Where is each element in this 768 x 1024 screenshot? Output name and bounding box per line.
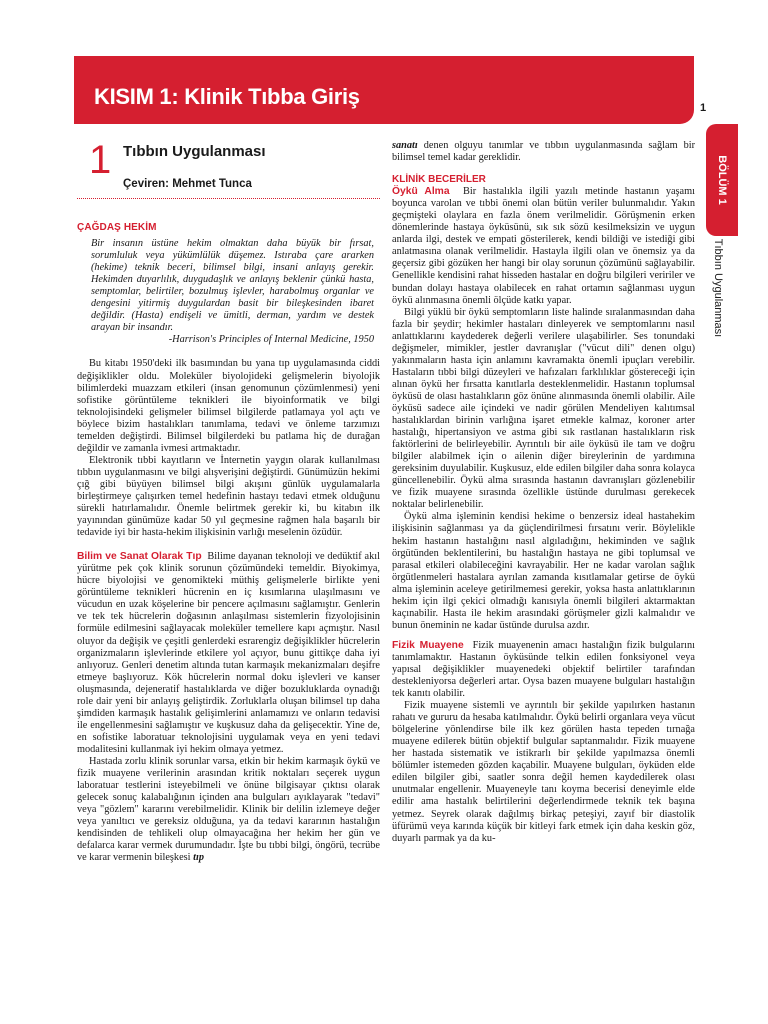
part-banner [74, 56, 694, 124]
part-title: KISIM 1: Klinik Tıbba Giriş [94, 84, 360, 109]
section-heading-clinical-skills: KLİNİK BECERİLER [392, 174, 486, 186]
epigraph-citation: -Harrison's Principles of Internal Medicine, 1950 [168, 334, 374, 346]
runin-heading-physical-exam: Fizik Muayene [392, 639, 464, 651]
chapter-tab-label: BÖLÜM 1 [716, 155, 728, 205]
body-paragraph [77, 756, 380, 864]
paragraph-text: Fizik muayenenin amacı hastalığın fizik bulgularını tanımlamaktır. Hastanın öyküsünde telkin edilen fonksiyonel veya yapısal değişiklikler muayenedeki objektif belirtiler tarafından destekleniyorsa değerleri artar. Oysa bazen muayene bulguları hastalığın tek kanıtı olabilir. [392, 639, 695, 700]
emphasis-text: tıp [193, 852, 204, 864]
chapter-title: Tıbbın Uygulanması [123, 143, 266, 160]
runin-heading-history-taking: Öykü Alma [392, 186, 450, 198]
body-paragraph [77, 551, 380, 756]
body-paragraph [392, 186, 695, 306]
epigraph-quote: Bir insanın üstüne hekim olmaktan daha büyük bir fırsat, sorumluluk veya yükümlülük düşemez. Istıraba çare ararken (hekime) teknik beceri, bilimsel bilgi, insani anlayış gerekir. Hekimden duyarlılık, duygudaşlık ve anlayış beklenir çünkü hasta, semptomlar, belirtiler, bozulmuş işlevler, harabolmuş organlar ve dengesini yitirmiş duygulardan basit bir bileşkesinden ibaret değildir. (Hasta) endişeli ve ümitli, derman, yardım ve destek arayan bir insandır. [91, 238, 374, 334]
chapter-header [77, 140, 380, 202]
paragraph-text: Hastada zorlu klinik sorunlar varsa, etkin bir hekim karmaşık öykü ve fizik muayene verilerinin arasından kritik noktaları seçerek uygun laboratuar testlerini isteyebilmeli ve önüne bilgisayar çıktısı olarak gelecek sonuç kalabalığının içinden ana bulguları ayıklayarak "tedavi" veya "gözlem" kararını verebilmelidir. Klinik bir delilin izlemeye değer veya yanıltıcı ve gereksiz olduğuna, ya da tedavi kararının hastalığın kendisinden de tehlikeli olup olmayacağına her hekim her gün ve defalarca karar vermek durumundadır. İşte bu tıbbi bilgi, öngörü, tecrübe ve karar vermenin bileşkesi [77, 755, 380, 864]
body-paragraph: Bu kitabı 1950'deki ilk basımından bu yana tıp uygulamasında ciddi değişiklikler oldu. Moleküler biyolojideki gelişmelerin biyolojik bilimlerdeki muazzam etkileri (insan genomunun çözümlenmesi) yeni sofistike görüntüleme teknikleri ile biyoinformatik ve bilgi teknolojisindeki gelişmeler bilimsel bilgilerde patlamaya yol açtı ve böylece bizim hastalıkları tanımlama, tedavi ve önleme tarzımızı temelden değiştirdi. Bilimsel bilgilerdeki bu patlama hiç de durağan değildir ve zamanla ivmesi artmaktadır. [77, 358, 380, 454]
paragraph-text: Bir hastalıkla ilgili yazılı metinde hastanın yaşamı boyunca varolan ve tıbbi önemi olan bütün veriler bulunmalıdır. Yakın geçmişteki olaylara en fazla önem verilmelidir. Görüşmenin erken dönemlerinde hastaya öyküsünü, sık sık sözü kesilmeksizin ve uygun anlarda ilgi, destek ve empati gösterilerek, kendi bildiği ve istediği gibi anlatmasına olanak verilmelidir. Hastayla ilgili olan ve önemsiz ya da geçersiz gibi gözüken her hangi bir olay sorunun çözümünü sağlayabilir. Genellikle kendisini rahat hisseden hastalar en doğru bilgileri veririler ve bundan dolayı hastaya olabilecek en rahat ortamın sağlanması uygun öykü alınmasına önemli ölçüde katkı yapar. [392, 186, 695, 306]
body-paragraph: Öykü alma işleminin kendisi hekime o benzersiz ideal hastahekim ilişkisinin sağlanması ya da güçlendirilmesi fırsatını verir. Böylelikle hekim hastanın hastalığını nasıl algıladığını, hekiminden ve sağlık örgütünden beklentilerini, bu hastalığın hastaya ne gibi toplumsal ve parasal etkileri olabileceğini kavrayabilir. Her ne kadar varolan sağlık örgütlenmeleri hastalara ayrılan zamanda kısıtlamalar getirse de öykü alma işleminin aceleye getirilmemesi gerekir, yoksa hasta anlattıklarının hekim için ilgi çekici olmadığı kanısıyla önemli bilgileri aktarmaktan kaçınabilir. Hasta ile hekim arasındaki görüşmeler gizli kalmalıdır ve bunun öneminin ne kadar üstünde durulsa azdır. [392, 511, 695, 631]
body-paragraph [392, 640, 695, 700]
translator-credit: Çeviren: Mehmet Tunca [123, 178, 252, 190]
page-number: 1 [700, 102, 707, 114]
emphasis-text: sanatı [392, 140, 418, 151]
chapter-number: 1 [89, 138, 112, 182]
body-paragraph: Bilgi yüklü bir öykü semptomların liste halinde sıralanmasından daha fazla bir şeydir; hekimler hastaları dinleyerek ve semptomlarını nasıl anlattıklarını kaydederek değerli verilere ulaşabilirler. Ses tonundaki değişmeler, mimikler, jestler davranışlar ("vücut dili" denen olgu) yakınmaların hasta için anlamını kavramakta önemli ipuçları verebilir. Hastaların tıbbi bilgi düzeyleri ve hafızaları farklılıklar göstereceği için alınan öykü her fırsatta kanıtlarla desteklenmelidir. Hastanın toplumsal öyküsü de olası hastalıkların göz önüne alınmasında önemli olabilir. Aile öyküsü sadece aile içindeki ve nadir görülen Mendeliyen kalıtımsal hastalıklardan birinin varlığına işaret etmekle kalmaz, koroner arter hastalığı, hipertansiyon ve astma gibi sık rastlanan hastalıkların risk faktörlerini de belirleyebilir. Ayrıntılı bir aile öyküsü ile tam ve doğru bilgiler alabilmek için o ailenin diğer bireylerinin de yardımına gereksinim duyulabilir. Kuşkusuz, elde edilen bilgiler daha sonra kolayca güncellenebilir. Öykü alma sırasında hastanın davranışları gözlenebilir ve fizik muayene sırasında özellikle üstünde durulması gerekecek noktalar belirlenebilir. [392, 306, 695, 511]
runin-heading-science-art: Bilim ve Sanat Olarak Tıp [77, 551, 202, 563]
right-column [392, 140, 695, 845]
paragraph-text: Bilime dayanan teknoloji ve dedüktif akıl yürütme pek çok klinik sorunun çözümündeki temeldir. Biyokimya, hücre biyolojisi ve genomikteki müthiş gelişmelerle birlikte yeni görüntüleme teknikleri hücrenin en iç kısımlarına ulaşılmasını ve vücudun en uzak köşelerine bir pencere açılmasını sağlamıştır. Genlerin ve tek tek hücrelerin doğasının anlaşılması sistemlerin fizyolojisinin formüle edilmesini sağlayacak moleküler temellere kapı açmıştır. Nasıl oluyor da değişik ve çeşitli genlerdeki esrarengiz değişiklikler hücrelerin organizmaların işlevlerinde etkilere yol açıyor, bunu gittikçe daha iyi anlıyoruz. Genleri denetim altında tutan karmaşık mekanizmaları deşifre etmeye başlıyoruz. Kök hücrelerin normal doku işlevleri ve kanser oluşmasında, dejeneratif hastalıklarda ve diğer bozukluklarda oynadığı role dair yeni bir anlayış geliştirdik. Zorluklarla oluşan bilimsel tıp daha şimdiden karmaşık hastalık gelişimlerini anlamamızı ve onların tedavisi ile engellenmesini sağlamıştır ve kuşkusuz daha da gelişecektir. Yine de, en sofistike laboratuar teknolojisini uygulamak veya en yeni tedavi modalitesini kullanmak iyi hekim olmaya yetmez. [77, 551, 380, 755]
body-paragraph: Elektronik tıbbi kayıtların ve İnternetin yaygın olarak kullanılması tıbbın uygulanmasını ve bilgi alışverişini değiştirdi. Günümüzün hekimi çığ gibi büyüyen bilimsel bilgi akışını günlük uygulamalarla birleştirmeye çalışırken temel hedefinin hastayı tedavi etmek olduğunu sürekli hatırlamalıdır. Önemle belirtmek gerekir ki, bu kitabın ilk yayınından günümüze kadar 50 yıl geçmesine rağmen hala başarılı bir tedavide iyi bir hasta-hekim ilişkisinin varlığı meselenin özüdür. [77, 454, 380, 539]
body-paragraph: Fizik muayene sistemli ve ayrıntılı bir şekilde yapılırken hastanın rahatı ve gururu da hesaba katılmalıdır. Öykü belirli organlara veya vücut bölgelerine yönlendirse bile ilk kez görülen hasta tepeden tırnağa muayene edilerek bütün objektif bulgular saptanmalıdır. Fizik muayene her hastada sistematik ve istikrarlı bir şekilde yapılmazsa önemli bölümler istemeden gözden kaçabilir. Muayene bulguları, öyküden elde edilen bilgiler gibi, saatler sonra değil hemen kaydedilerek olası unutmalar engellenir. Muayeneyle tanı koyma becerisi deneyimle elde edilir ama hastalık belirtilerini değerlendirmede teknik tek başına yetmez. Seyrek olarak dağılmış birkaç peteşiyi, zayıf bir diastolik üfürümü veya karında küçük bir kitleyi fark etmek için daha keskin göz, duyarlı parmak ya da ku- [392, 700, 695, 844]
paragraph-text: denen olguyu tanımlar ve tıbbın uygulanmasında sağlam bir bilimsel temel kadar gereklidir. [392, 140, 696, 164]
left-column [77, 140, 380, 864]
chapter-side-subtitle: Tıbbın Uygulanması [712, 238, 724, 338]
body-paragraph [392, 140, 695, 164]
header-divider [77, 198, 380, 199]
section-heading-modern-physician: ÇAĞDAŞ HEKİM [77, 222, 157, 233]
